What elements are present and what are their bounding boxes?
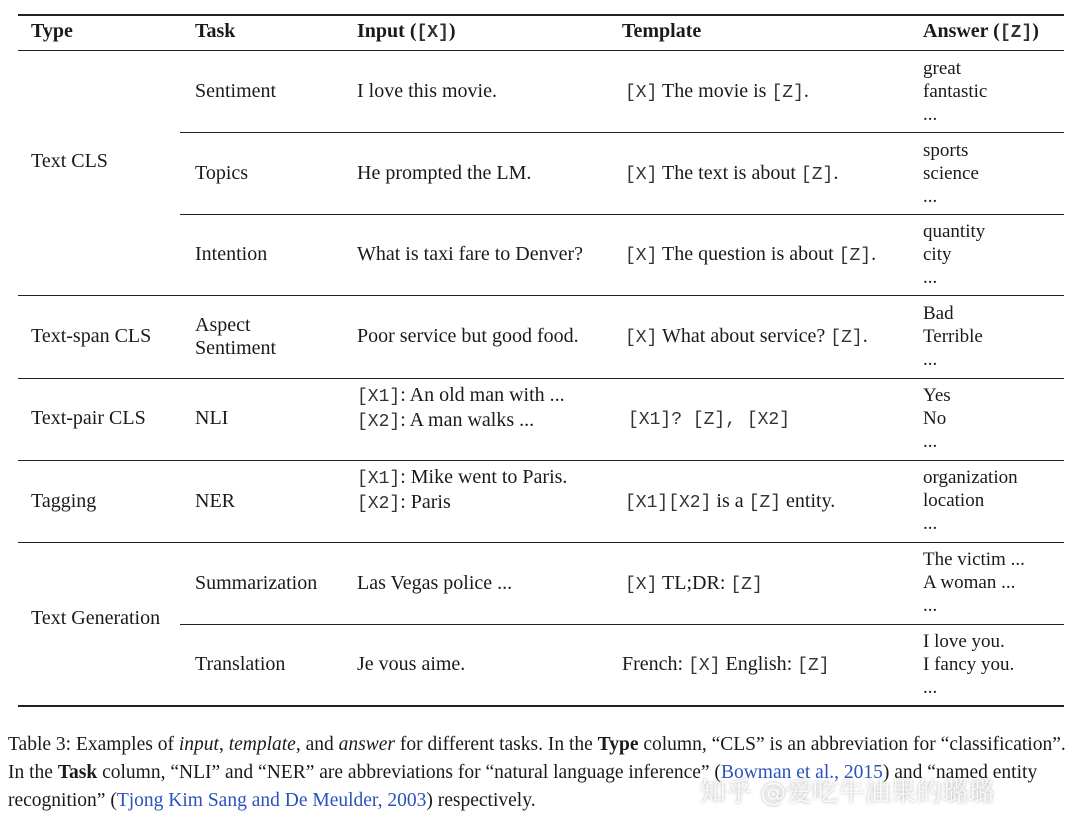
type-text-span-cls: Text-span CLS [31, 325, 152, 347]
template-cell: [X] TL;DR: [Z] [625, 572, 763, 595]
answer-cell: sports science ... [923, 140, 979, 207]
template-cell: French: [X] English: [Z] [622, 653, 830, 676]
row-rule [180, 132, 1064, 133]
input-cell: [X1]: Mike went to Paris. [X2]: Paris [357, 466, 568, 514]
answer-cell: Yes No ... [923, 385, 951, 452]
template-cell: [X] What about service? [Z]. [625, 325, 868, 348]
header-template: Template [622, 20, 702, 42]
citation-link[interactable]: Tjong Kim Sang and De Meulder, 2003 [116, 790, 427, 811]
group-rule [18, 460, 1064, 461]
group-rule [18, 295, 1064, 296]
answer-cell: quantity city ... [923, 221, 986, 288]
group-rule [18, 542, 1064, 543]
header-task: Task [195, 20, 236, 42]
input-cell: [X1]: An old man with ... [X2]: A man walks ... [357, 384, 565, 432]
task-cell: Topics [195, 162, 249, 184]
answer-cell: organization location ... [923, 467, 1018, 534]
type-tagging: Tagging [31, 490, 97, 512]
task-cell: Translation [195, 653, 286, 675]
top-rule [18, 14, 1064, 16]
bottom-rule [18, 705, 1064, 707]
template-cell: [X1]? [Z], [X2] [628, 410, 791, 430]
answer-cell: great fantastic ... [923, 58, 988, 125]
template-cell: [X] The movie is [Z]. [625, 80, 809, 103]
task-cell: Intention [195, 243, 268, 265]
citation-link[interactable]: Bowman et al., 2015 [720, 762, 883, 783]
task-cell: Aspect Sentiment [195, 314, 277, 359]
type-text-pair-cls: Text-pair CLS [31, 407, 146, 429]
answer-cell: The victim ... A woman ... ... [923, 549, 1025, 616]
row-rule [180, 624, 1064, 625]
template-cell: [X] The question is about [Z]. [625, 243, 877, 266]
task-cell: Summarization [195, 572, 318, 594]
task-cell: Sentiment [195, 80, 277, 102]
type-text-generation: Text Generation [31, 607, 161, 629]
input-cell: What is taxi fare to Denver? [357, 243, 584, 265]
row-rule [180, 214, 1064, 215]
input-cell: Je vous aime. [357, 653, 466, 675]
input-cell: Poor service but good food. [357, 325, 579, 347]
header-answer: Answer ([Z]) [923, 20, 1039, 43]
input-cell: He prompted the LM. [357, 162, 532, 184]
table-caption: Table 3: Examples of input, template, and answer for different tasks. In the Type column, “CLS” is an abbreviation for “classification”. In the Task column, “NLI” and “NER” are abbreviations for “natural language inference” (Bowman et al., 2015) and “named entity recognition” (Tjong Kim Sang and De Meulder, 2003) respectively. [8, 734, 1066, 811]
template-cell: [X] The text is about [Z]. [625, 162, 839, 185]
template-cell: [X1][X2] is a [Z] entity. [625, 490, 836, 513]
header-input: Input ([X]) [357, 20, 456, 43]
group-rule [18, 378, 1064, 379]
answer-cell: I love you. I fancy you. ... [923, 631, 1015, 698]
task-cell: NER [195, 490, 235, 512]
input-cell: I love this movie. [357, 80, 497, 102]
type-text-cls: Text CLS [31, 150, 108, 172]
header-type: Type [31, 20, 73, 42]
input-cell: Las Vegas police ... [357, 572, 513, 594]
task-cell: NLI [195, 407, 229, 429]
header-rule [18, 50, 1064, 51]
watermark: 知乎 @爱吃牛油果的璐璐 [700, 778, 995, 808]
answer-cell: Bad Terrible ... [923, 303, 983, 370]
